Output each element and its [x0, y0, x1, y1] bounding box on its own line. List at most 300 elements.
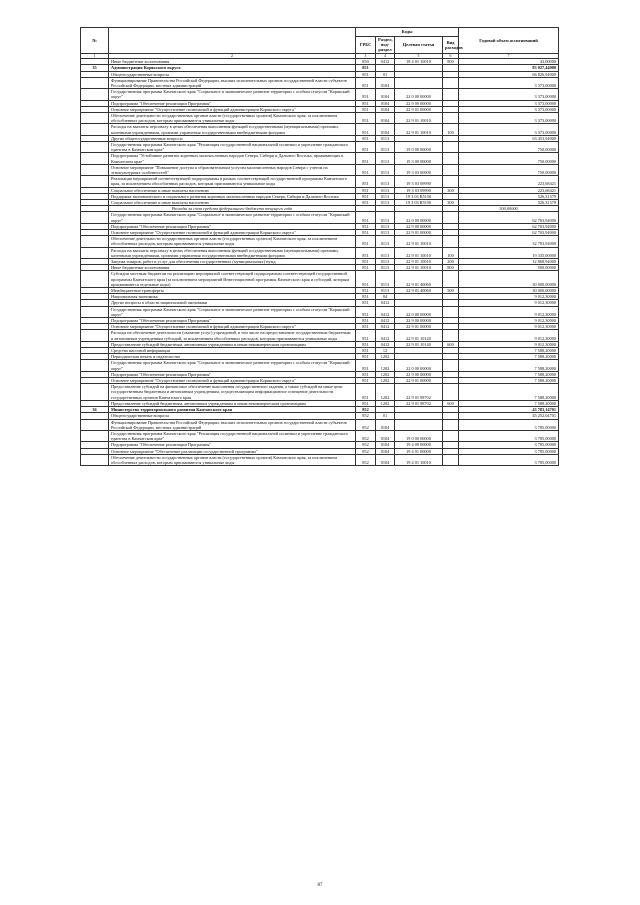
- row-amount: 12 868,94000: [459, 259, 559, 265]
- row-target-article: 22 9 01 10010: [395, 259, 443, 265]
- table-row: [81, 454, 559, 465]
- row-target-article: 22 9 01 10140: [395, 341, 443, 347]
- row-name: Общегосударственные вопросы: [109, 413, 356, 419]
- row-amount: 43,00000: [459, 59, 559, 65]
- row-section: 0113: [376, 193, 395, 199]
- row-section: 0113: [376, 271, 395, 288]
- row-target-article: 19 3 03 00000: [395, 164, 443, 175]
- row-amount: 9 012,30000: [459, 294, 559, 300]
- row-name: Реализация мероприятий соответствующей подпрограммы в рамках соответствующей государственной программы Камчатского края, за исключением обособленных расходов, которым присваиваются уникальные коды: [109, 176, 356, 187]
- table-row: [81, 247, 559, 258]
- row-amount: 3 785,00000: [459, 454, 559, 465]
- table-row: [81, 77, 559, 88]
- row-name: Основное мероприятие "Повышение доступа к образовательным услугам малочисленных народов Севера с учетом их этнокультурных особенностей": [109, 164, 356, 175]
- row-amount: 45 252,04701: [459, 413, 559, 419]
- row-target-article: 22 9 01 00000: [395, 378, 443, 384]
- row-grbs: 851: [356, 318, 376, 324]
- row-section: 0412: [376, 324, 395, 330]
- row-section: 0104: [376, 112, 395, 123]
- row-amount: 3 373,00000: [459, 112, 559, 123]
- row-section: 1202: [376, 400, 395, 406]
- table-row: [81, 306, 559, 317]
- page-number: 87: [317, 883, 323, 888]
- row-amount: 3 785,00000: [459, 430, 559, 441]
- row-expense-type: [443, 236, 459, 247]
- row-section: 0113: [376, 176, 395, 187]
- row-section: 0113: [376, 236, 395, 247]
- row-amount: 32 703,94000: [459, 236, 559, 247]
- table-row: [81, 153, 559, 164]
- row-grbs: 851: [356, 384, 376, 401]
- row-amount: 9 012,30000: [459, 324, 559, 330]
- row-target-article: 19 0 00 00000: [395, 430, 443, 441]
- row-grbs: 851: [356, 259, 376, 265]
- row-section: 0113: [376, 135, 395, 141]
- row-name: Иные бюджетные ассигнования: [109, 265, 356, 271]
- row-expense-type: [443, 330, 459, 341]
- row-amount: 7 588,20000: [459, 354, 559, 360]
- row-expense-type: 200: [443, 259, 459, 265]
- row-name: Подпрограмма "Обеспечение реализации Программы": [109, 223, 356, 229]
- row-amount: 62 703,94000: [459, 212, 559, 223]
- row-grbs: 852: [356, 454, 376, 465]
- row-name: Основное мероприятие "Обеспечение реализации государственной программы": [109, 448, 356, 454]
- row-expense-type: 800: [443, 265, 459, 271]
- row-amount: 750,00000: [459, 164, 559, 175]
- row-name: Другие общегосударственные вопросы: [109, 135, 356, 141]
- row-number: [81, 271, 109, 288]
- row-grbs: 851: [356, 330, 376, 341]
- row-amount: 526,31579: [459, 199, 559, 205]
- header-amount: Годовой объем ассигнований: [459, 28, 559, 54]
- index-cell: 5: [395, 53, 443, 59]
- row-number: [81, 419, 109, 430]
- row-section: 0412: [376, 300, 395, 306]
- row-section: 0104: [376, 442, 395, 448]
- row-amount: 62 703,94000: [459, 230, 559, 236]
- row-target-article: 19 3 00 00000: [395, 153, 443, 164]
- row-section: 1202: [376, 384, 395, 401]
- row-target-article: 22 9 01 00000: [395, 324, 443, 330]
- row-expense-type: [443, 454, 459, 465]
- row-amount: 750,00000: [459, 141, 559, 152]
- row-name: Социальное обеспечение и иные выплаты населению: [109, 187, 356, 193]
- row-target-article: 22 0 00 00000: [395, 306, 443, 317]
- row-amount: 9 012,30000: [459, 341, 559, 347]
- row-target-article: 22 9 01 10010: [395, 124, 443, 135]
- row-grbs: 851: [356, 341, 376, 347]
- header-section: Раздел, под-раздел: [376, 37, 395, 54]
- header-codes: Коды: [356, 28, 459, 37]
- row-name: Предоставление субсидий бюджетным, автономным учреждениям и иным некоммерческим организациям: [109, 341, 356, 347]
- row-target-article: 22 9 00 00000: [395, 223, 443, 229]
- row-number: [81, 236, 109, 247]
- row-expense-type: [443, 360, 459, 371]
- row-number: [81, 164, 109, 175]
- row-grbs: 851: [356, 288, 376, 294]
- row-number: 35: [81, 65, 109, 71]
- row-expense-type: [443, 112, 459, 123]
- row-amount: 7 588,20000: [459, 348, 559, 354]
- row-section: 0412: [376, 59, 395, 65]
- row-grbs: 851: [356, 265, 376, 271]
- index-cell: 2: [109, 53, 356, 59]
- row-grbs: 851: [356, 247, 376, 258]
- row-section: 0113: [376, 288, 395, 294]
- row-grbs: 851: [356, 400, 376, 406]
- row-target-article: 22 9 01 00000: [395, 106, 443, 112]
- row-section: 0104: [376, 124, 395, 135]
- table-row: [81, 330, 559, 341]
- row-amount: 500,00000: [459, 265, 559, 271]
- row-section: 0113: [376, 230, 395, 236]
- row-number: [81, 306, 109, 317]
- row-number: [81, 384, 109, 401]
- row-name: Государственная программа Камчатского края "Социальное и экономическое развитие территории с особым статусом "Корякский округ": [109, 306, 356, 317]
- budget-table: [80, 27, 559, 466]
- row-amount: 3 373,00000: [459, 106, 559, 112]
- row-amount: 7 588,20000: [459, 384, 559, 401]
- row-number: [81, 124, 109, 135]
- row-target-article: 19 3 03 09990: [395, 176, 443, 187]
- row-section: 0113: [376, 153, 395, 164]
- row-grbs: 851: [356, 100, 376, 106]
- row-name: Общегосударственные вопросы: [109, 71, 356, 77]
- row-expense-type: [443, 419, 459, 430]
- table-row: [81, 176, 559, 187]
- row-target-article: 22 9 01 10010: [395, 112, 443, 123]
- row-target-article: 22 9 01 10140: [395, 330, 443, 341]
- row-section: 12: [376, 348, 395, 354]
- row-expense-type: [443, 212, 459, 223]
- row-amount: 7 588,20000: [459, 371, 559, 377]
- row-amount: 3 373,00000: [459, 89, 559, 100]
- row-section: 0113: [376, 265, 395, 271]
- row-amount: 9 012,30000: [459, 318, 559, 324]
- row-target-article: 22 9 00 00000: [395, 318, 443, 324]
- row-amount: 83 027,44000: [459, 65, 559, 71]
- row-target-article: 19 0 00 00000: [395, 141, 443, 152]
- row-number: [81, 176, 109, 187]
- row-target-article: 18 4 01 10010: [395, 59, 443, 65]
- row-grbs: 851: [356, 176, 376, 187]
- table-row: [81, 212, 559, 223]
- index-cell: 3: [356, 53, 376, 59]
- row-grbs: 851: [356, 71, 376, 77]
- row-grbs: 851: [356, 112, 376, 123]
- row-section: 1202: [376, 378, 395, 384]
- row-number: [81, 330, 109, 341]
- row-expense-type: 800: [443, 59, 459, 65]
- table-row: [81, 89, 559, 100]
- row-name: Государственная программа Камчатского края "Реализация государственной национальной политики и укрепление гражданского единства в Камчатском крае": [109, 430, 356, 441]
- row-grbs: 851: [356, 348, 376, 354]
- row-amount: 750,00000: [459, 153, 559, 164]
- row-grbs: 851: [356, 77, 376, 88]
- row-name: Министерство территориального развития Камчатского края: [109, 407, 356, 413]
- row-grbs: 852: [356, 448, 376, 454]
- row-section: 1202: [376, 360, 395, 371]
- row-amount: 62 703,94000: [459, 223, 559, 229]
- row-expense-type: 600: [443, 400, 459, 406]
- row-amount: 500,00000: [459, 206, 559, 212]
- row-grbs: 852: [356, 419, 376, 430]
- index-cell: 7: [459, 53, 559, 59]
- row-number: [81, 430, 109, 441]
- table-row: [81, 236, 559, 247]
- table-row: [81, 384, 559, 401]
- row-amount: 3 785,00000: [459, 419, 559, 430]
- row-section: 0113: [376, 141, 395, 152]
- row-target-article: 19 4 00 00000: [395, 442, 443, 448]
- table-row: [81, 419, 559, 430]
- row-section: 01: [376, 71, 395, 77]
- row-name: Государственная программа Камчатского края "Социальное и экономическое развитие территории с особым статусом "Корякский округ": [109, 212, 356, 223]
- row-expense-type: [443, 271, 459, 288]
- row-section: 04: [376, 294, 395, 300]
- row-target-article: 22 9 01 10010: [395, 247, 443, 258]
- row-target-article: 22 0 00 00000: [395, 212, 443, 223]
- row-amount: 3 373,00000: [459, 124, 559, 135]
- row-expense-type: [443, 430, 459, 441]
- row-grbs: 850: [356, 59, 376, 65]
- row-expense-type: [443, 89, 459, 100]
- row-amount: 3 373,00000: [459, 77, 559, 88]
- header-name: [109, 28, 356, 54]
- row-target-article: 22 9 01 10010: [395, 265, 443, 271]
- row-amount: 3 785,00000: [459, 448, 559, 454]
- row-name: Функционирование Правительства Российской Федерации, высших исполнительных органов государственной власти субъектов Российской Федерации, местных администраций: [109, 419, 356, 430]
- row-number: [81, 112, 109, 123]
- row-grbs: 851: [356, 153, 376, 164]
- header-num: №: [81, 28, 109, 54]
- row-name: Межбюджетные трансферты: [109, 288, 356, 294]
- row-target-article: [395, 419, 443, 430]
- row-target-article: 19 4 01 00000: [395, 448, 443, 454]
- row-expense-type: [443, 384, 459, 401]
- row-section: 0104: [376, 100, 395, 106]
- row-name: Основное мероприятие "Осуществление полномочий и функций администрации Корякского округа": [109, 106, 356, 112]
- table-row: [81, 360, 559, 371]
- row-name: Основное мероприятие "Осуществление полномочий и функций администрации Корякского округа": [109, 324, 356, 330]
- row-expense-type: 300: [443, 199, 459, 205]
- row-name: Обеспечение деятельности государственных органов власти (государственных органов) Камчатского края, за исключением обособленных расходов, которым присваиваются уникальные коды: [109, 454, 356, 465]
- row-amount: 66 826,94000: [459, 71, 559, 77]
- row-expense-type: [443, 164, 459, 175]
- row-amount: 43 783,14701: [459, 407, 559, 413]
- row-section: 1202: [376, 371, 395, 377]
- row-grbs: 851: [356, 300, 376, 306]
- row-grbs: 851: [356, 306, 376, 317]
- row-grbs: 851: [356, 236, 376, 247]
- row-target-article: 22 9 01 40060: [395, 288, 443, 294]
- table-row: [81, 124, 559, 135]
- row-number: [81, 77, 109, 88]
- row-grbs: 852: [356, 430, 376, 441]
- row-expense-type: 300: [443, 187, 459, 193]
- row-grbs: 851: [356, 89, 376, 100]
- row-name: Другие вопросы в области национальной экономики: [109, 300, 356, 306]
- row-target-article: 22 9 00 00000: [395, 100, 443, 106]
- row-number: 36: [81, 407, 109, 413]
- row-expense-type: 100: [443, 124, 459, 135]
- row-target-article: 19 4 01 10010: [395, 454, 443, 465]
- row-grbs: 851: [356, 371, 376, 377]
- table-row: [81, 112, 559, 123]
- row-name: Закупка товаров, работ и услуг для обеспечения государственных (муниципальных) нужд: [109, 259, 356, 265]
- row-expense-type: [443, 141, 459, 152]
- row-name: Субсидии местным бюджетам на реализацию мероприятий соответствующей подпрограммы соответствующей государственной программы Камчатского края (за исключением мероприятий Инвестиционной программы Камчатского края и субсидий, которым присваиваются отдельные коды): [109, 271, 356, 288]
- row-name: Расходы за счет средств федерального бюджета текущего года: [109, 206, 356, 212]
- row-name: Администрация Корякского округа: [109, 65, 356, 71]
- index-cell: 4: [376, 53, 395, 59]
- row-grbs: 851: [356, 141, 376, 152]
- row-name: Средства массовой информации: [109, 348, 356, 354]
- row-target-article: 22 9 01 98702: [395, 384, 443, 401]
- row-section: 0113: [376, 199, 395, 205]
- row-section: 0113: [376, 187, 395, 193]
- row-grbs: 852: [356, 413, 376, 419]
- row-amount: 30 000,00000: [459, 271, 559, 288]
- row-grbs: 851: [356, 354, 376, 360]
- row-grbs: 851: [356, 135, 376, 141]
- header-type: Вид расходов: [443, 37, 459, 54]
- row-section: 0412: [376, 341, 395, 347]
- row-name: Подпрограмма "Обеспечение реализации Программы": [109, 100, 356, 106]
- row-name: Периодическая печать и издательства: [109, 354, 356, 360]
- row-name: Предоставление субсидий на финансовое обеспечение выполнения государственного задания, а также субсидий на иные цели государственным бюджетным и автономным учреждениям, осуществляющим информационное освещение деятельности государственных органов Камчатского края: [109, 384, 356, 401]
- row-grbs: 851: [356, 360, 376, 371]
- row-grbs: 852: [356, 407, 376, 413]
- row-section: 0113: [376, 259, 395, 265]
- row-section: 0412: [376, 318, 395, 324]
- row-expense-type: [443, 77, 459, 88]
- row-grbs: 852: [356, 442, 376, 448]
- row-target-article: 22 9 01 00000: [395, 230, 443, 236]
- row-section: 0104: [376, 106, 395, 112]
- row-amount: 7 588,20000: [459, 400, 559, 406]
- row-name: Обеспечение деятельности государственных органов власти (государственных органов) Камчатского края, за исключением обособленных расходов, которым присваиваются уникальные коды: [109, 112, 356, 123]
- row-number: [81, 89, 109, 100]
- row-name: Расходы на выплаты персоналу в целях обеспечения выполнения функций государственными (муниципальными) органами, казенными учреждениями, органами управления государственными внебюджетными фондами: [109, 247, 356, 258]
- row-number: [81, 247, 109, 258]
- header-grbs: ГРБС: [356, 37, 376, 54]
- row-expense-type: [443, 153, 459, 164]
- header-target: Целевая статья: [395, 37, 443, 54]
- row-amount: 526,31579: [459, 193, 559, 199]
- row-grbs: 851: [356, 187, 376, 193]
- row-name: Государственная программа Камчатского края "Реализация государственной национальной политики и укрепление гражданского единства в Камчатском крае": [109, 141, 356, 152]
- row-amount: 7 588,20000: [459, 378, 559, 384]
- row-section: 0104: [376, 430, 395, 441]
- row-name: Подпрограмма "Обеспечение реализации Программы": [109, 442, 356, 448]
- row-number: [81, 153, 109, 164]
- table-row: [81, 141, 559, 152]
- row-amount: 9 012,30000: [459, 330, 559, 341]
- row-name: Основное мероприятие "Осуществление полномочий и функций администрации Корякского округа": [109, 378, 356, 384]
- row-expense-type: 500: [443, 288, 459, 294]
- row-name: Подпрограмма "Обеспечение реализации Программы": [109, 318, 356, 324]
- row-amount: 9 012,30000: [459, 306, 559, 317]
- row-name: Поддержка экономического и социального развития коренных малочисленных народов Севера, Сибири и Дальнего Востока: [109, 193, 356, 199]
- row-grbs: 851: [356, 324, 376, 330]
- row-name: Основное мероприятие "Осуществление полномочий и функций администрации Корякского округа": [109, 230, 356, 236]
- row-grbs: 851: [356, 65, 376, 71]
- row-amount: 223,68421: [459, 176, 559, 187]
- row-grbs: 851: [356, 223, 376, 229]
- row-amount: 7 588,20000: [459, 360, 559, 371]
- row-number: [81, 141, 109, 152]
- table-row: [81, 430, 559, 441]
- row-section: 0113: [376, 247, 395, 258]
- row-section: 0104: [376, 454, 395, 465]
- row-name: Государственная программа Камчатского края "Социальное и экономическое развитие территории с особым статусом "Корякский округ": [109, 89, 356, 100]
- table-body: [81, 59, 559, 466]
- row-grbs: 851: [356, 106, 376, 112]
- row-name: Государственная программа Камчатского края "Социальное и экономическое развитие территории с особым статусом "Корякский округ": [109, 360, 356, 371]
- row-name: Иные бюджетные ассигнования: [109, 59, 356, 65]
- row-target-article: 19 3 03 R5150: [395, 199, 443, 205]
- row-target-article: 22 9 00 00000: [395, 371, 443, 377]
- row-amount: 223,68421: [459, 187, 559, 193]
- row-number: [81, 454, 109, 465]
- row-target-article: [395, 77, 443, 88]
- row-name: Функционирование Правительства Российской Федерации, высших исполнительных органов государственной власти субъектов Российской Федерации, местных администраций: [109, 77, 356, 88]
- row-expense-type: [443, 176, 459, 187]
- row-grbs: 851: [356, 378, 376, 384]
- row-name: Подпрограмма "Устойчивое развитие коренных малочисленных народов Севера, Сибири и Дальнего Востока, проживающих в Камчатском крае": [109, 153, 356, 164]
- row-grbs: 851: [356, 271, 376, 288]
- row-grbs: 851: [356, 199, 376, 205]
- row-amount: 19 335,00000: [459, 247, 559, 258]
- row-expense-type: 100: [443, 247, 459, 258]
- row-amount: 3 373,00000: [459, 100, 559, 106]
- table-row: [81, 164, 559, 175]
- index-cell: 6: [443, 53, 459, 59]
- table-row: [81, 271, 559, 288]
- row-section: 0104: [376, 77, 395, 88]
- row-target-article: 19 3 03 09990: [395, 187, 443, 193]
- row-target-article: 22 9 01 40060: [395, 271, 443, 288]
- row-grbs: 851: [356, 212, 376, 223]
- row-name: Предоставление субсидий бюджетным, автономным учреждениям и иным некоммерческим организациям: [109, 400, 356, 406]
- row-amount: 63 453,94000: [459, 135, 559, 141]
- row-section: 0104: [376, 89, 395, 100]
- row-section: 0412: [376, 330, 395, 341]
- row-name: Расходы на выплаты персоналу в целях обеспечения выполнения функций государственными (муниципальными) органами, казенными учреждениями, органами управления государственными внебюджетными фондами: [109, 124, 356, 135]
- row-name: Социальное обеспечение и иные выплаты населению: [109, 199, 356, 205]
- row-number: [81, 360, 109, 371]
- row-section: 0113: [376, 212, 395, 223]
- row-grbs: 851: [356, 230, 376, 236]
- row-grbs: 851: [356, 193, 376, 199]
- row-section: 0412: [376, 306, 395, 317]
- row-amount: 3 785,00000: [459, 442, 559, 448]
- row-grbs: 851: [356, 294, 376, 300]
- row-name: Национальная экономика: [109, 294, 356, 300]
- row-name: Подпрограмма "Обеспечение реализации Программы": [109, 371, 356, 377]
- row-expense-type: [443, 306, 459, 317]
- row-section: 0104: [376, 448, 395, 454]
- row-name: Расходы на обеспечение деятельности (оказание услуг) учреждений, в том числе на предоставление государственным бюджетным и автономным учреждениям субсидий, за исключением обособленных расходов, которым присваиваются уникальные коды: [109, 330, 356, 341]
- row-name: Обеспечение деятельности государственных органов власти (государственных органов) Камчатского края, за исключением обособленных расходов, которым присваиваются уникальные коды: [109, 236, 356, 247]
- row-target-article: 19 3 03 R5150: [395, 193, 443, 199]
- row-section: 0104: [376, 419, 395, 430]
- index-cell: 1: [81, 53, 109, 59]
- table-header: [81, 28, 559, 59]
- row-amount: 9 012,30000: [459, 300, 559, 306]
- row-number: [81, 212, 109, 223]
